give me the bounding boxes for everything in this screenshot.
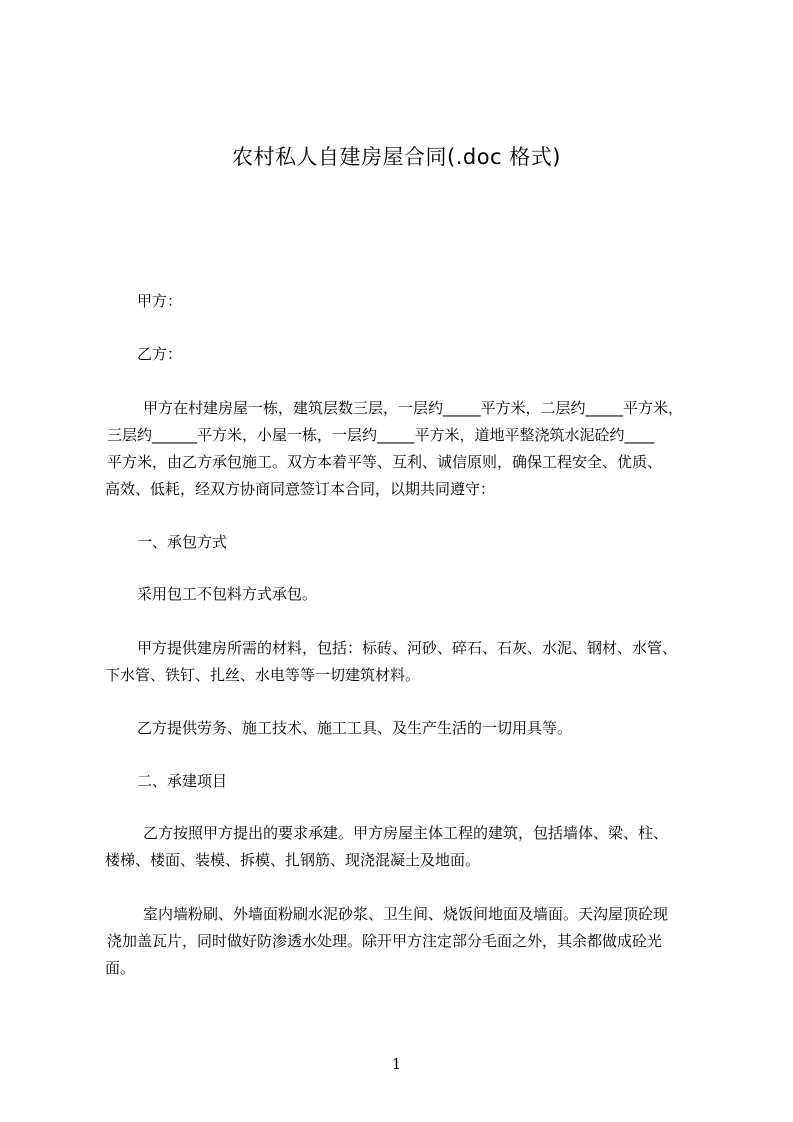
paragraph-line: 楼梯、楼面、装模、拆模、扎钢筋、现浇混凝土及地面。: [105, 851, 481, 869]
paragraph-line: 面。: [105, 959, 136, 977]
section-2-heading: 二、承建项目: [137, 772, 228, 790]
paragraph-line: 甲方提供建房所需的材料，包括：标砖、河砂、碎石、石灰、水泥、钢材、水管、: [137, 639, 678, 657]
party-a-label: 甲方：: [137, 292, 183, 310]
intro-line: 甲方在村建房屋一栋，建筑层数三层，一层约_____平方米，二层约_____平方米，: [143, 399, 684, 417]
paragraph-line: 浇加盖瓦片，同时做好防渗透水处理。除开甲方注定部分毛面之外，其余都做成砼光: [107, 932, 663, 950]
paragraph-line: 乙方按照甲方提出的要求承建。甲方房屋主体工程的建筑，包括墙体、梁、柱、: [143, 824, 669, 842]
paragraph-line: 下水管、铁钉、扎丝、水电等等一切建筑材料。: [105, 666, 421, 684]
document-title: 农村私人自建房屋合同(.doc 格式): [232, 145, 561, 169]
page-number: 1: [391, 1055, 402, 1073]
section-1-paragraph-3: 乙方提供劳务、施工技术、施工工具、及生产生活的一切用具等。: [137, 719, 573, 737]
intro-line: 高效、低耗，经双方协商同意签订本合同，以期共同遵守：: [105, 480, 496, 498]
paragraph-line: 室内墙粉刷、外墙面粉刷水泥砂浆、卫生间、烧饭间地面及墙面。天沟屋顶砼现: [143, 905, 669, 923]
intro-line: 三层约______平方米，小屋一栋，一层约_____平方米，道地平整浇筑水泥砼约____: [107, 426, 655, 444]
intro-paragraph: [105, 395, 705, 503]
section-1-paragraph-1: 采用包工不包料方式承包。: [137, 585, 318, 603]
section-2-paragraph-2: [105, 901, 705, 982]
party-b-label: 乙方：: [137, 345, 183, 363]
section-1-heading: 一、承包方式: [137, 533, 228, 551]
section-2-paragraph-1: [105, 820, 705, 874]
section-1-paragraph-2: [105, 635, 705, 689]
intro-line: 平方米，由乙方承包施工。双方本着平等、互利、诚信原则，确保工程安全、优质、: [107, 453, 663, 471]
